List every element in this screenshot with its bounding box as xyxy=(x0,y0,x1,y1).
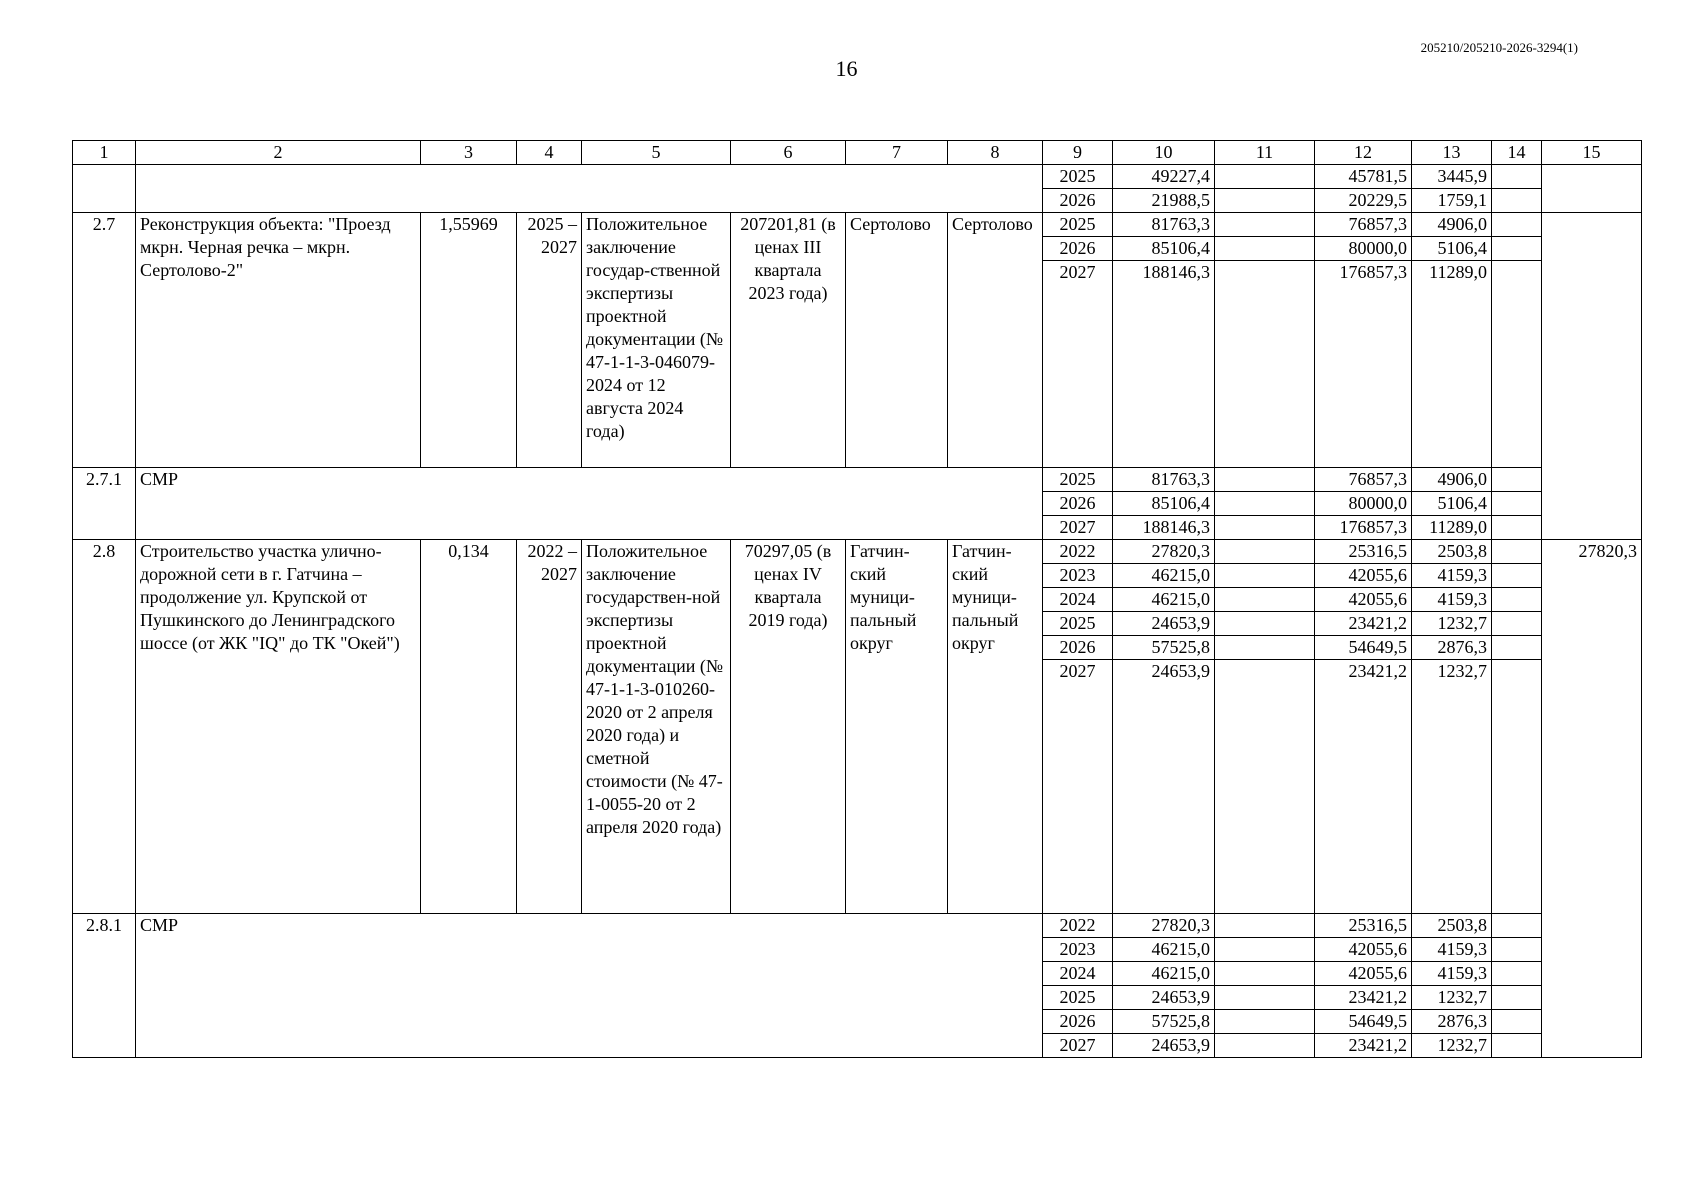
year-cell: 2025 xyxy=(1043,165,1113,189)
cell-empty xyxy=(1215,492,1315,516)
year-cell: 2025 xyxy=(1043,468,1113,492)
year-cell: 2026 xyxy=(1043,237,1113,261)
local-budget-cell: 4159,3 xyxy=(1412,588,1492,612)
capacity-cell: 1,55969 xyxy=(421,213,517,468)
cell-empty xyxy=(1542,165,1642,213)
customer-cell: Гатчин-ский муници-пальный округ xyxy=(948,540,1043,914)
cell-empty xyxy=(1215,1010,1315,1034)
estimated-cost-cell: 207201,81 (в ценах III квартала 2023 года) xyxy=(731,213,846,468)
cell-empty xyxy=(1492,612,1542,636)
year-cell: 2027 xyxy=(1043,1034,1113,1058)
total-cell: 27820,3 xyxy=(1113,540,1215,564)
year-cell: 2026 xyxy=(1043,1010,1113,1034)
cell-empty xyxy=(1492,588,1542,612)
regional-budget-cell: 42055,6 xyxy=(1315,564,1412,588)
object-name: СМР xyxy=(136,914,1043,1058)
local-budget-cell: 1759,1 xyxy=(1412,189,1492,213)
investment-objects-table xyxy=(72,140,1642,1058)
cell-empty xyxy=(1492,516,1542,540)
cell-empty xyxy=(1492,540,1542,564)
cell-empty xyxy=(1215,986,1315,1010)
cell-empty xyxy=(1492,1034,1542,1058)
year-cell: 2022 xyxy=(1043,540,1113,564)
local-budget-cell: 4906,0 xyxy=(1412,468,1492,492)
total-cell: 24653,9 xyxy=(1113,612,1215,636)
total-cell: 49227,4 xyxy=(1113,165,1215,189)
year-cell: 2027 xyxy=(1043,660,1113,914)
local-budget-cell: 2876,3 xyxy=(1412,636,1492,660)
total-cell: 21988,5 xyxy=(1113,189,1215,213)
estimated-cost-cell: 70297,05 (в ценах IV квартала 2019 года) xyxy=(731,540,846,914)
table-row xyxy=(73,165,1642,189)
cell-empty xyxy=(1492,189,1542,213)
column-number: 3 xyxy=(421,141,517,165)
cell-empty xyxy=(1492,492,1542,516)
regional-budget-cell: 42055,6 xyxy=(1315,588,1412,612)
regional-budget-cell: 80000,0 xyxy=(1315,492,1412,516)
total-cell: 85106,4 xyxy=(1113,492,1215,516)
column-number: 4 xyxy=(517,141,582,165)
column-number: 11 xyxy=(1215,141,1315,165)
table-row xyxy=(73,468,1642,492)
total-cell: 81763,3 xyxy=(1113,468,1215,492)
regional-budget-cell: 25316,5 xyxy=(1315,914,1412,938)
regional-budget-cell: 25316,5 xyxy=(1315,540,1412,564)
regional-budget-cell: 54649,5 xyxy=(1315,636,1412,660)
cell-empty xyxy=(1492,938,1542,962)
regional-budget-cell: 45781,5 xyxy=(1315,165,1412,189)
item-number: 2.8.1 xyxy=(73,914,136,1058)
cell-empty xyxy=(1215,213,1315,237)
item-number: 2.7 xyxy=(73,213,136,468)
total-cell: 46215,0 xyxy=(1113,938,1215,962)
local-budget-cell: 5106,4 xyxy=(1412,492,1492,516)
regional-budget-cell: 42055,6 xyxy=(1315,962,1412,986)
expertise-cell: Положительное заключение государ-ственной экспертизы проектной документации (№ 47-1-1-3-046079-2024 от 12 августа 2024 года) xyxy=(582,213,731,468)
column-number: 15 xyxy=(1542,141,1642,165)
cell-empty xyxy=(1492,261,1542,468)
cell-empty xyxy=(1492,660,1542,914)
local-budget-cell: 4906,0 xyxy=(1412,213,1492,237)
document-id: 205210/205210-2026-3294(1) xyxy=(1420,40,1578,55)
cell-empty xyxy=(1215,189,1315,213)
column-number: 6 xyxy=(731,141,846,165)
year-cell: 2024 xyxy=(1043,962,1113,986)
local-budget-cell: 1232,7 xyxy=(1412,986,1492,1010)
cell-empty xyxy=(1215,261,1315,468)
regional-budget-cell: 54649,5 xyxy=(1315,1010,1412,1034)
cell-empty xyxy=(1215,636,1315,660)
local-budget-cell: 4159,3 xyxy=(1412,938,1492,962)
regional-budget-cell: 20229,5 xyxy=(1315,189,1412,213)
column-number: 14 xyxy=(1492,141,1542,165)
cell-empty xyxy=(1215,962,1315,986)
expertise-cell: Положительное заключение государствен-ной экспертизы проектной документации (№ 47-1-1-3-010260-2020 от 2 апреля 2020 года) и сметной стоимости (№ 47-1-0055-20 от 2 апреля 2020 года) xyxy=(582,540,731,914)
column-number: 5 xyxy=(582,141,731,165)
regional-budget-cell: 76857,3 xyxy=(1315,213,1412,237)
cell-empty xyxy=(1215,588,1315,612)
local-budget-cell: 4159,3 xyxy=(1412,962,1492,986)
total-cell: 57525,8 xyxy=(1113,1010,1215,1034)
cell-empty xyxy=(1492,564,1542,588)
year-cell: 2026 xyxy=(1043,189,1113,213)
total-cell: 24653,9 xyxy=(1113,986,1215,1010)
cell-empty xyxy=(1492,237,1542,261)
local-budget-cell: 1232,7 xyxy=(1412,1034,1492,1058)
year-cell: 2022 xyxy=(1043,914,1113,938)
cell-empty xyxy=(1215,165,1315,189)
total-cell: 188146,3 xyxy=(1113,516,1215,540)
table-row xyxy=(73,914,1642,938)
object-name: СМР xyxy=(136,468,1043,540)
total-cell: 46215,0 xyxy=(1113,564,1215,588)
year-cell: 2027 xyxy=(1043,261,1113,468)
year-cell: 2023 xyxy=(1043,564,1113,588)
local-budget-cell: 11289,0 xyxy=(1412,516,1492,540)
regional-budget-cell: 76857,3 xyxy=(1315,468,1412,492)
cell-empty xyxy=(136,165,1043,213)
local-budget-cell: 1232,7 xyxy=(1412,660,1492,914)
year-cell: 2024 xyxy=(1043,588,1113,612)
year-cell: 2025 xyxy=(1043,213,1113,237)
local-budget-cell: 11289,0 xyxy=(1412,261,1492,468)
cell-empty xyxy=(1215,516,1315,540)
total-cell: 24653,9 xyxy=(1113,1034,1215,1058)
year-cell: 2027 xyxy=(1043,516,1113,540)
cell-empty xyxy=(1492,213,1542,237)
column-number: 12 xyxy=(1315,141,1412,165)
local-budget-cell: 1232,7 xyxy=(1412,612,1492,636)
cell-empty xyxy=(1492,165,1542,189)
column-number: 13 xyxy=(1412,141,1492,165)
page-number: 16 xyxy=(835,56,858,81)
regional-budget-cell: 23421,2 xyxy=(1315,660,1412,914)
item-number: 2.8 xyxy=(73,540,136,914)
cell-empty xyxy=(1492,986,1542,1010)
cell-empty xyxy=(73,165,136,213)
local-budget-cell: 2876,3 xyxy=(1412,1010,1492,1034)
regional-budget-cell: 80000,0 xyxy=(1315,237,1412,261)
year-cell: 2025 xyxy=(1043,612,1113,636)
column-number: 7 xyxy=(846,141,948,165)
capacity-cell: 0,134 xyxy=(421,540,517,914)
cell-empty xyxy=(1215,660,1315,914)
local-budget-cell: 5106,4 xyxy=(1412,237,1492,261)
year-cell: 2026 xyxy=(1043,492,1113,516)
cell-empty xyxy=(1492,914,1542,938)
cell-empty xyxy=(1492,636,1542,660)
total-cell: 24653,9 xyxy=(1113,660,1215,914)
cell-empty xyxy=(1492,962,1542,986)
regional-budget-cell: 23421,2 xyxy=(1315,986,1412,1010)
table-row xyxy=(73,540,1642,564)
period-cell: 2025 – 2027 xyxy=(517,213,582,468)
cell-empty xyxy=(1542,213,1642,540)
local-budget-cell: 2503,8 xyxy=(1412,540,1492,564)
period-cell: 2022 – 2027 xyxy=(517,540,582,914)
item-number: 2.7.1 xyxy=(73,468,136,540)
regional-budget-cell: 23421,2 xyxy=(1315,612,1412,636)
cell-empty xyxy=(1215,938,1315,962)
column-number: 10 xyxy=(1113,141,1215,165)
object-name: Строительство участка улично-дорожной сети в г. Гатчина – продолжение ул. Крупской от Пушкинского до Ленинградского шоссе (от ЖК "IQ" до ТК "Окей") xyxy=(136,540,421,914)
column-number: 9 xyxy=(1043,141,1113,165)
table-row xyxy=(73,213,1642,237)
total-cell: 46215,0 xyxy=(1113,588,1215,612)
regional-budget-cell: 176857,3 xyxy=(1315,261,1412,468)
total-cell: 27820,3 xyxy=(1113,914,1215,938)
local-budget-cell: 2503,8 xyxy=(1412,914,1492,938)
column-number: 2 xyxy=(136,141,421,165)
cell-empty xyxy=(1215,237,1315,261)
regional-budget-cell: 42055,6 xyxy=(1315,938,1412,962)
total-cell: 85106,4 xyxy=(1113,237,1215,261)
cell-empty xyxy=(1215,540,1315,564)
object-name: Реконструкция объекта: "Проезд мкрн. Черная речка – мкрн. Сертолово-2" xyxy=(136,213,421,468)
column-15-value: 27820,3 xyxy=(1542,540,1642,1058)
cell-empty xyxy=(1215,564,1315,588)
total-cell: 57525,8 xyxy=(1113,636,1215,660)
cell-empty xyxy=(1215,612,1315,636)
cell-empty xyxy=(1492,468,1542,492)
cell-empty xyxy=(1215,1034,1315,1058)
location-cell: Гатчин-ский муници-пальный округ xyxy=(846,540,948,914)
cell-empty xyxy=(1492,1010,1542,1034)
customer-cell: Сертолово xyxy=(948,213,1043,468)
location-cell: Сертолово xyxy=(846,213,948,468)
column-number: 8 xyxy=(948,141,1043,165)
total-cell: 46215,0 xyxy=(1113,962,1215,986)
year-cell: 2023 xyxy=(1043,938,1113,962)
total-cell: 188146,3 xyxy=(1113,261,1215,468)
regional-budget-cell: 176857,3 xyxy=(1315,516,1412,540)
column-number-row xyxy=(73,141,1642,165)
column-number: 1 xyxy=(73,141,136,165)
regional-budget-cell: 23421,2 xyxy=(1315,1034,1412,1058)
local-budget-cell: 4159,3 xyxy=(1412,564,1492,588)
year-cell: 2026 xyxy=(1043,636,1113,660)
total-cell: 81763,3 xyxy=(1113,213,1215,237)
local-budget-cell: 3445,9 xyxy=(1412,165,1492,189)
year-cell: 2025 xyxy=(1043,986,1113,1010)
cell-empty xyxy=(1215,914,1315,938)
cell-empty xyxy=(1215,468,1315,492)
